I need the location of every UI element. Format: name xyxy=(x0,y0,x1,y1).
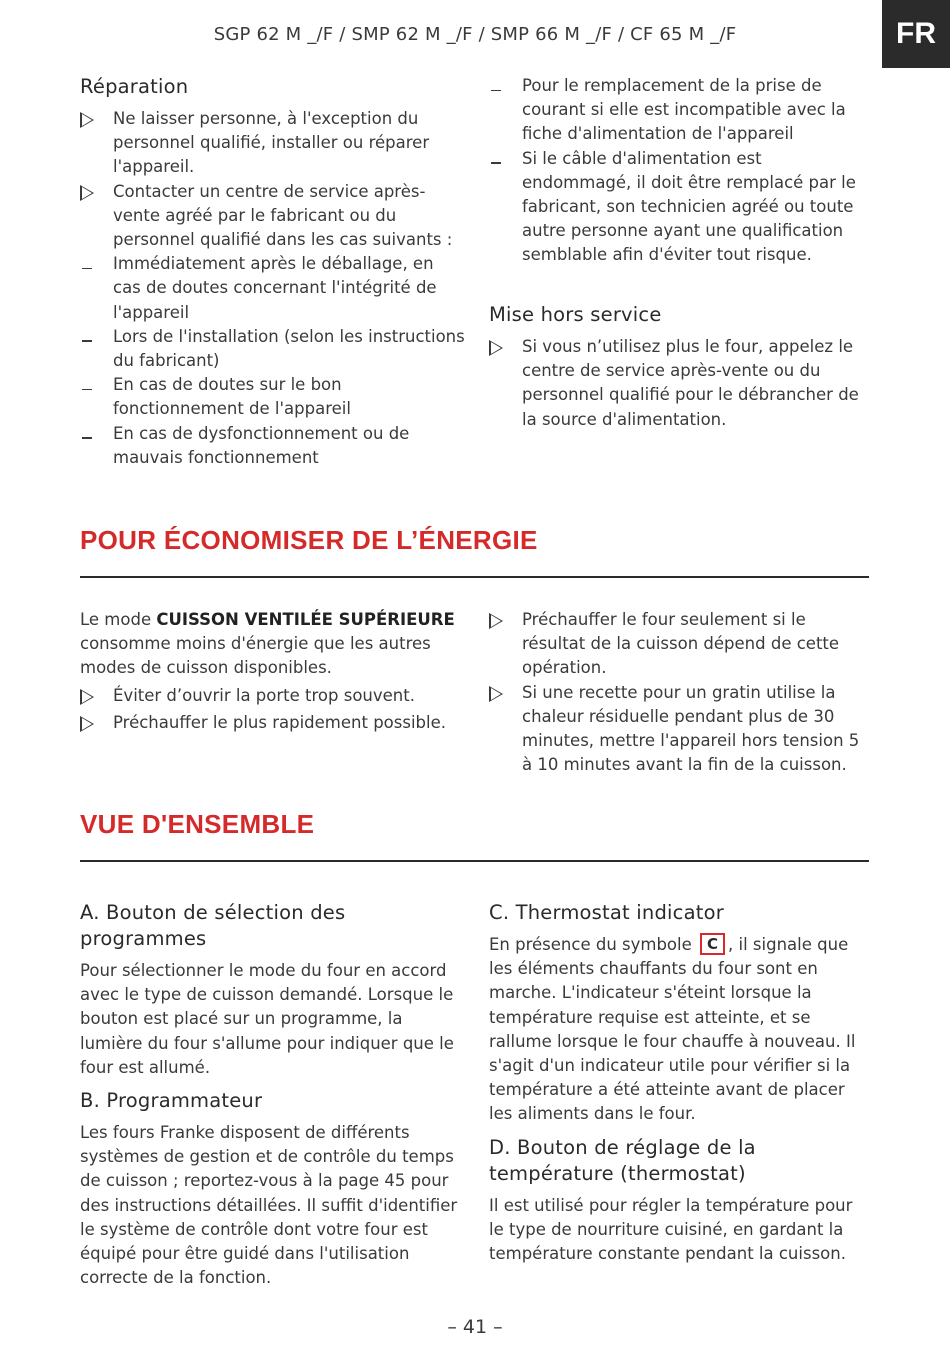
list-item: Pour le remplacement de la prise de courant si elle est incompatible avec la fiche d'alimentation de l'appareil xyxy=(489,74,874,147)
page-number: – 41 – xyxy=(447,1316,503,1338)
ensemble-right xyxy=(489,900,869,1266)
language-tab: FR xyxy=(882,0,950,68)
list-item: Immédiatement après le déballage, en cas de doutes concernant l'intégrité de l'appareil xyxy=(80,252,465,325)
section-divider xyxy=(80,576,869,578)
energie-intro: Le mode CUISSON VENTILÉE SUPÉRIEURE consomme moins d'énergie que les autres modes de cuisson disponibles. xyxy=(80,610,455,678)
list-item: Si le câble d'alimentation est endommagé, il doit être remplacé par le fabricant, son technicien agréé ou toute autre personne ayant une qualification semblable afin d'éviter tout risque. xyxy=(489,147,874,268)
dash-bullet-icon xyxy=(489,74,509,98)
control-b-title: B. Programmateur xyxy=(80,1089,263,1113)
triangle-bullet-icon xyxy=(80,180,100,208)
control-d-title: D. Bouton de réglage de la température (thermostat) xyxy=(489,1135,756,1185)
list-item: Si vous n’utilisez plus le four, appelez le centre de service après-vente ou du personnel qualifié pour le débrancher de la source d'alimentation. xyxy=(489,335,874,432)
control-a-title: A. Bouton de sélection des programmes xyxy=(80,901,346,950)
list-item: Contacter un centre de service après-vente agréé par le fabricant ou du personnel qualifié dans les cas suivants : xyxy=(80,180,465,253)
reparation-continued xyxy=(489,74,874,268)
list-item: Éviter d’ouvrir la porte trop souvent. xyxy=(80,684,465,708)
reparation-section xyxy=(80,74,465,470)
dash-bullet-icon xyxy=(489,147,509,171)
triangle-bullet-icon xyxy=(489,335,509,363)
energie-section-title: POUR ÉCONOMISER DE L’ÉNERGIE xyxy=(80,525,538,555)
ensemble-section-title: VUE D'ENSEMBLE xyxy=(80,809,315,839)
mise-hors-service-title: Mise hors service xyxy=(489,303,662,326)
control-c-title: C. Thermostat indicator xyxy=(489,901,724,924)
cooking-mode-name: CUISSON VENTILÉE SUPÉRIEURE xyxy=(156,610,455,629)
list-item: Ne laisser personne, à l'exception du personnel qualifié, installer ou réparer l'appareil. xyxy=(80,107,465,180)
list-item: Si une recette pour un gratin utilise la chaleur résiduelle pendant plus de 30 minutes, mettre l'appareil hors tension 5 à 10 minutes avant la fin de la cuisson. xyxy=(489,681,874,778)
dash-bullet-icon xyxy=(80,252,100,276)
mise-hors-service-section xyxy=(489,302,874,432)
control-a-text: Pour sélectionner le mode du four en accord avec le type de cuisson demandé. Lorsque le bouton est placé sur un programme, la lumière du four s'allume pour indiquer que le four est allumé. xyxy=(80,961,454,1077)
energie-left xyxy=(80,608,465,735)
energie-right xyxy=(489,608,874,777)
section-divider xyxy=(80,860,869,862)
control-b-text: Les fours Franke disposent de différents systèmes de gestion et de contrôle du temps de cuisson ; reportez-vous à la page 45 pour des instructions détaillées. Il suffit d'identifier le système de contrôle dont votre four est équipé pour être guidé dans l'utilisation correcte de la fonction. xyxy=(80,1123,458,1288)
list-item: Préchauffer le plus rapidement possible. xyxy=(80,711,465,735)
triangle-bullet-icon xyxy=(489,608,509,636)
dash-bullet-icon xyxy=(80,422,100,446)
triangle-bullet-icon xyxy=(489,681,509,709)
triangle-bullet-icon xyxy=(80,711,100,739)
dash-bullet-icon xyxy=(80,325,100,349)
control-d-text: Il est utilisé pour régler la température pour le type de nourriture cuisiné, en gardant la température constante pendant la cuisson. xyxy=(489,1195,853,1264)
model-list-header: SGP 62 M _/F / SMP 62 M _/F / SMP 66 M _/F / CF 65 M _/F xyxy=(213,24,737,45)
thermostat-indicator-icon: C xyxy=(700,933,725,955)
list-item: En cas de dysfonctionnement ou de mauvais fonctionnement xyxy=(80,422,465,470)
list-item: Lors de l'installation (selon les instructions du fabricant) xyxy=(80,325,465,373)
triangle-bullet-icon xyxy=(80,684,100,712)
triangle-bullet-icon xyxy=(80,107,100,135)
list-item: En cas de doutes sur le bon fonctionnement de l'appareil xyxy=(80,373,465,421)
dash-bullet-icon xyxy=(80,373,100,397)
ensemble-left xyxy=(80,900,465,1290)
reparation-title: Réparation xyxy=(80,75,189,98)
control-c-text: En présence du symbole C , il signale que les éléments chauffants du four sont en marche. L'indicateur s'éteint lorsque la température requise est atteinte, et se rallume lorsque le four chauffe à nouveau. Il s'agit d'un indicateur utile pour vérifier si la température a été atteinte avant de placer les aliments dans le four. xyxy=(489,935,856,1124)
list-item: Préchauffer le four seulement si le résultat de la cuisson dépend de cette opération. xyxy=(489,608,874,681)
